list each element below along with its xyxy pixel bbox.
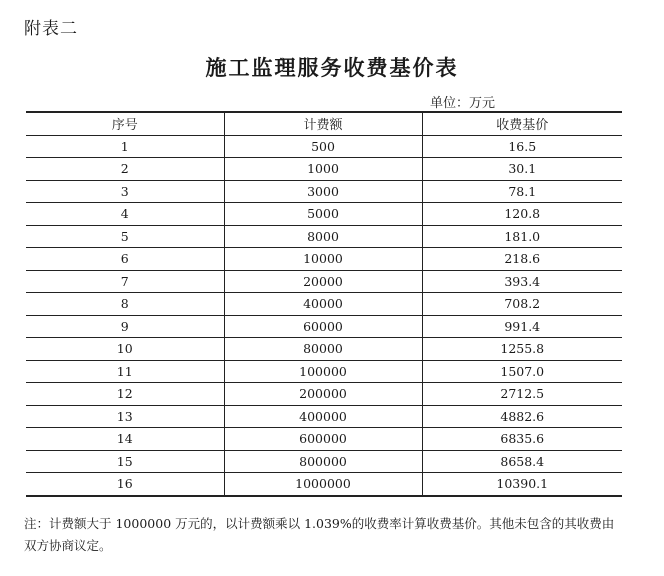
cell-index: 11: [26, 360, 224, 383]
cell-index: 12: [26, 383, 224, 406]
table-row: [26, 203, 622, 226]
table-row: [26, 248, 622, 271]
cell-base-price: 991.4: [422, 315, 622, 338]
cell-index: 5: [26, 225, 224, 248]
cell-fee-base: 5000: [224, 203, 422, 226]
cell-fee-base: 40000: [224, 293, 422, 316]
cell-index: 15: [26, 450, 224, 473]
cell-base-price: 16.5: [422, 135, 622, 158]
table-row: [26, 158, 622, 181]
cell-fee-base: 3000: [224, 180, 422, 203]
table-row: [26, 383, 622, 406]
cell-fee-base: 400000: [224, 405, 422, 428]
cell-base-price: 4882.6: [422, 405, 622, 428]
cell-fee-base: 1000000: [224, 473, 422, 496]
cell-index: 1: [26, 135, 224, 158]
table-row: [26, 270, 622, 293]
table-row: [26, 180, 622, 203]
table-row: [26, 315, 622, 338]
cell-fee-base: 8000: [224, 225, 422, 248]
table-row: [26, 405, 622, 428]
cell-fee-base: 1000: [224, 158, 422, 181]
cell-fee-base: 60000: [224, 315, 422, 338]
cell-index: 14: [26, 428, 224, 451]
fee-table: [26, 111, 622, 497]
cell-fee-base: 100000: [224, 360, 422, 383]
cell-fee-base: 80000: [224, 338, 422, 361]
cell-base-price: 2712.5: [422, 383, 622, 406]
cell-base-price: 218.6: [422, 248, 622, 271]
cell-base-price: 393.4: [422, 270, 622, 293]
unit-label: 单位：万元: [430, 96, 496, 111]
table-row: [26, 428, 622, 451]
cell-index: 16: [26, 473, 224, 496]
cell-fee-base: 10000: [224, 248, 422, 271]
cell-fee-base: 500: [224, 135, 422, 158]
cell-base-price: 181.0: [422, 225, 622, 248]
cell-base-price: 30.1: [422, 158, 622, 181]
table-header-row: [26, 112, 622, 135]
cell-base-price: 708.2: [422, 293, 622, 316]
table-row: [26, 473, 622, 496]
cell-index: 3: [26, 180, 224, 203]
table-row: [26, 225, 622, 248]
page-title: 施工监理服务收费基价表: [205, 55, 459, 80]
table-row: [26, 450, 622, 473]
table-row: [26, 135, 622, 158]
footnote: 注：计费额大于 1000000 万元的，以计费额乘以 1.039%的收费率计算收费基价。其他未包含的其收费由双方协商议定。: [24, 516, 615, 553]
table-row: [26, 360, 622, 383]
cell-fee-base: 20000: [224, 270, 422, 293]
cell-index: 4: [26, 203, 224, 226]
cell-fee-base: 600000: [224, 428, 422, 451]
cell-index: 9: [26, 315, 224, 338]
cell-index: 2: [26, 158, 224, 181]
table-row: [26, 338, 622, 361]
cell-index: 13: [26, 405, 224, 428]
column-header-index: 序号: [26, 112, 224, 135]
cell-base-price: 1255.8: [422, 338, 622, 361]
cell-fee-base: 200000: [224, 383, 422, 406]
cell-fee-base: 800000: [224, 450, 422, 473]
cell-index: 7: [26, 270, 224, 293]
table-row: [26, 293, 622, 316]
cell-base-price: 10390.1: [422, 473, 622, 496]
appendix-label: 附表二: [24, 19, 78, 39]
table-body: [26, 135, 622, 496]
column-header-fee-base: 计费额: [224, 112, 422, 135]
cell-base-price: 1507.0: [422, 360, 622, 383]
cell-base-price: 120.8: [422, 203, 622, 226]
cell-index: 8: [26, 293, 224, 316]
cell-base-price: 8658.4: [422, 450, 622, 473]
column-header-base-price: 收费基价: [422, 112, 622, 135]
cell-index: 6: [26, 248, 224, 271]
cell-index: 10: [26, 338, 224, 361]
cell-base-price: 78.1: [422, 180, 622, 203]
cell-base-price: 6835.6: [422, 428, 622, 451]
